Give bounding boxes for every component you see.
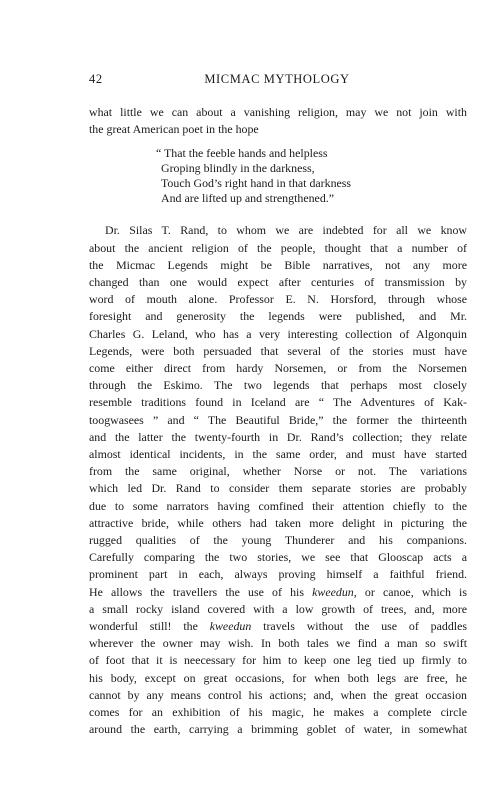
paragraph-line: almost identical incidents, in the same order, and must have started	[89, 447, 467, 462]
paragraph-line: Dr. Silas T. Rand, to whom we are indebted for all we know	[105, 223, 467, 238]
paragraph-line: about the ancient religion of the people, thought that a number of	[89, 240, 467, 255]
poem-line: Groping blindly in the darkness,	[161, 161, 315, 176]
paragraph-line: and the latter the twenty-fourth in Dr. Rand’s collection; they relate	[89, 429, 467, 444]
paragraph-line: toogwasees ” and “ The Beautiful Bride,” the former the thirteenth	[89, 412, 467, 427]
paragraph-line: around the earth, carrying a brimming goblet of water, in somewhat	[89, 722, 467, 737]
paragraph-line: changed than one would expect after centuries of transmission by	[89, 275, 467, 290]
intro-line: the great American poet in the hope	[89, 122, 259, 137]
paragraph-line: comes for an exhibition of his magic, he makes a complete circle	[89, 705, 467, 720]
paragraph-line: Carefully comparing the two stories, we see that Glooscap acts a	[89, 550, 467, 565]
poem-line: “ That the feeble hands and helpless	[156, 146, 328, 161]
paragraph-line: cannot by any means control his actions; and, when the great occasion	[89, 687, 467, 702]
paragraph-line: resemble traditions found in Iceland are “ The Adventures of Kak-	[89, 395, 467, 410]
poem-quote	[156, 146, 467, 206]
paragraph-line: Charles G. Leland, who has a very interesting collection of Algonquin	[89, 326, 467, 341]
line-text: He allows the travellers the use of his	[89, 584, 313, 599]
paragraph-line: wherever the owner may wish. In both tales we find a man so swift	[89, 636, 467, 651]
paragraph-line-mixed	[89, 618, 467, 635]
paragraph-line: prominent part in each, always proving himself a faithful friend.	[89, 567, 467, 582]
poem-line: Touch God’s right hand in that darkness	[161, 176, 352, 191]
paragraph-line: from the same original, whether Norse or not. The variations	[89, 464, 467, 479]
paragraph-line: through the Eskimo. The two legends that perhaps most closely	[89, 378, 467, 393]
kweedun-term: kweedun,	[312, 584, 357, 599]
paragraph-line: which led Dr. Rand to consider them separate stories are probably	[89, 481, 467, 496]
intro-line: what little we can about a vanishing religion, may we not join with	[89, 105, 467, 119]
paragraph-line: due to some narrators having comfined their attention chiefly to the	[89, 498, 467, 513]
paragraph-line: the Micmac Legends might be Bible narratives, not any more	[89, 257, 467, 272]
line-text: wonderful still! the	[89, 619, 210, 634]
line-text: or canoe, which is	[356, 584, 467, 599]
line-text: travels without the use of paddles	[251, 619, 467, 634]
paragraph-line: foresight and generosity the legends were published, and Mr.	[89, 309, 467, 324]
poem-line: And are lifted up and strengthened.”	[161, 191, 335, 206]
paragraph-line-mixed	[89, 584, 467, 601]
paragraph-line: of foot that it is neecessary for him to keep one leg tied up firmly to	[89, 653, 467, 668]
page-number: 42	[89, 72, 103, 86]
paragraph-line: Legends, were both persuaded that several of the stories must have	[89, 343, 467, 358]
kweedun-term: kweedun	[209, 619, 252, 634]
paragraph-line: his body, except on great occasions, for when both legs are free, he	[89, 670, 467, 685]
paragraph-line: come either direct from hardy Norsemen, or from the Norsemen	[89, 361, 467, 376]
paragraph-line: attractive bride, while others had taken more delight in picturing the	[89, 515, 467, 530]
running-title: MICMAC MYTHOLOGY	[204, 72, 350, 86]
body-text	[89, 104, 467, 739]
paragraph-line: rugged qualities of the young Thunderer and his companions.	[89, 533, 467, 548]
paragraph-line: a small rocky island covered with a low growth of trees, and, more	[89, 601, 467, 616]
paragraph-line: word of mouth alone. Professor E. N. Horsford, through whose	[89, 292, 467, 307]
